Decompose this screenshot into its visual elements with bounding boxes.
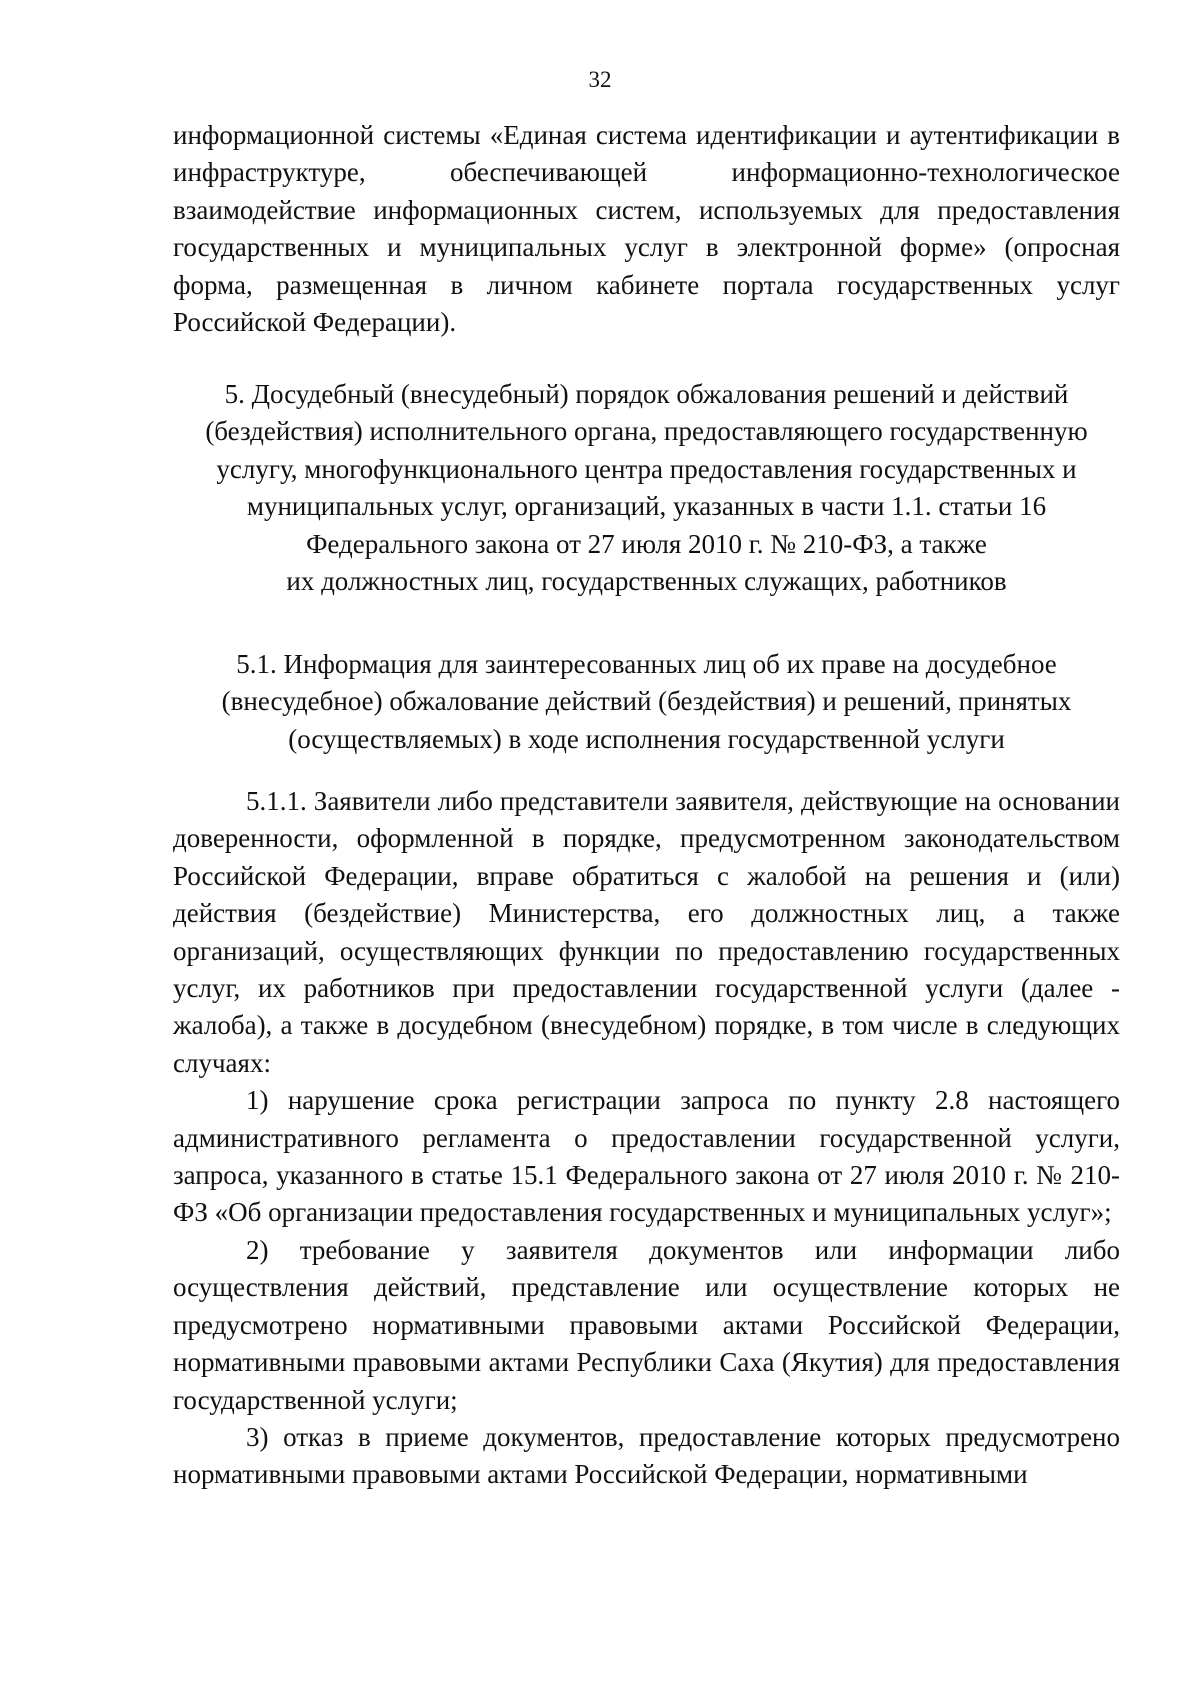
subsection-heading-line: (осуществляемых) в ходе исполнения государственной услуги (288, 723, 1005, 754)
section-heading-line: их должностных лиц, государственных служащих, работников (286, 566, 1007, 597)
section-heading-line: муниципальных услуг, организаций, указанных в части 1.1. статьи 16 (246, 491, 1047, 522)
subsection-heading (173, 646, 1120, 758)
paragraph-5-1-1: 5.1.1. Заявители либо представители заявителя, действующие на основании доверенности, оформленной в порядке, предусмотренном законодательством Российской Федерации, вправе обратиться с жалобой на решения и (или) действия (бездействие) Министерства, его должностных лиц, а также организаций, осуществляющих функции по предоставлению государственных услуг, их работников при предоставлении государственной услуги (далее - жалоба), а также в досудебном (внесудебном) порядке, в том числе в следующих случаях: (173, 786, 1120, 1078)
list-item-1: 1) нарушение срока регистрации запроса по пункту 2.8 настоящего административного регламента о предоставлении государственной услуги, запроса, указанного в статье 15.1 Федерального закона от 27 июля 2010 г. № 210-ФЗ «Об организации предоставления государственных и муниципальных услуг»; (173, 1085, 1120, 1228)
section-heading-line: услугу, многофункционального центра предоставления государственных и (216, 453, 1077, 484)
section-heading-line: (бездействия) исполнительного органа, предоставляющего государственную (205, 416, 1088, 447)
list-item-2: 2) требование у заявителя документов или информации либо осуществления действий, представление или осуществление которых не предусмотрено нормативными правовыми актами Российской Федерации, нормативными правовыми актами Республики Саха (Якутия) для предоставления государственной услуги; (173, 1234, 1120, 1415)
section-heading-line: Федерального закона от 27 июля 2010 г. № 210-ФЗ, а также (306, 528, 987, 559)
subsection-heading-line: (внесудебное) обжалование действий (бездействия) и решений, принятых (221, 686, 1072, 717)
page-number: 32 (588, 67, 612, 92)
intro-paragraph: информационной системы «Единая система идентификации и аутентификации в инфраструктуре, обеспечивающей информационно-технологическое взаимодействие информационных систем, используемых для предоставления государственных и муниципальных услуг в электронной форме» (опросная форма, размещенная в личном кабинете портала государственных услуг Российской Федерации). (173, 120, 1120, 338)
section-heading-line: 5. Досудебный (внесудебный) порядок обжалования решений и действий (224, 379, 1069, 409)
intro-paragraph-block (173, 117, 1120, 341)
list-item-3: 3) отказ в приеме документов, предоставление которых предусмотрено нормативными правовыми актами Российской Федерации, нормативными (173, 1421, 1120, 1490)
subsection-heading-line: 5.1. Информация для заинтересованных лиц об их праве на досудебное (236, 649, 1057, 679)
main-text-block (173, 783, 1120, 1494)
section-heading (173, 376, 1120, 600)
